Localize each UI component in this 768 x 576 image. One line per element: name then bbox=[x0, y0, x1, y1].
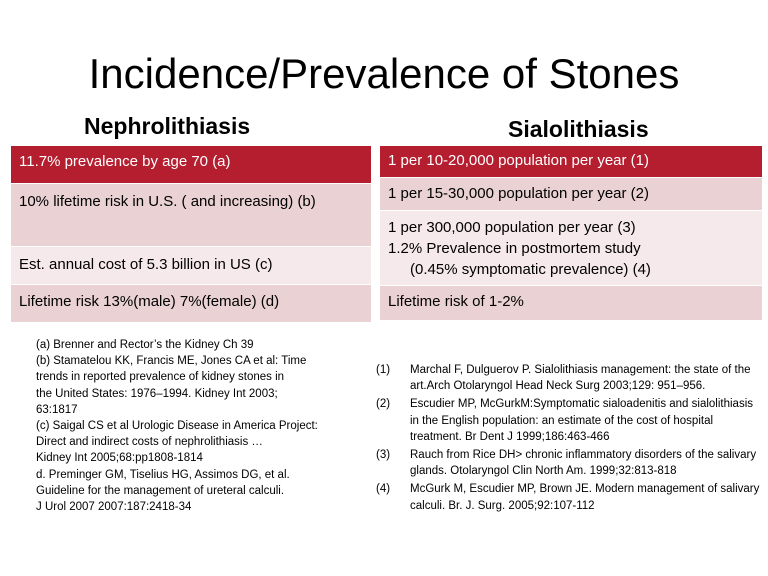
reference-line: trends in reported prevalence of kidney stones in bbox=[36, 371, 285, 384]
reference-line: Kidney Int 2005;68:pp1808-1814 bbox=[36, 452, 203, 465]
sialolithiasis-row-2-line-2: 1.2% Prevalence in postmortem study bbox=[388, 240, 641, 257]
sialolithiasis-row-2-line-3: (0.45% symptomatic prevalence) (4) bbox=[410, 261, 651, 278]
reference-line: (b) Stamatelou KK, Francis ME, Jones CA et al: Time bbox=[36, 355, 307, 368]
reference-item bbox=[376, 481, 761, 513]
sialolithiasis-table bbox=[380, 145, 762, 321]
table-row bbox=[11, 146, 371, 183]
nephrolithiasis-row-3: Lifetime risk 13%(male) 7%(female) (d) bbox=[19, 293, 280, 310]
table-row bbox=[380, 286, 762, 320]
reference-line: d. Preminger GM, Tiselius HG, Assimos DG, et al. bbox=[36, 468, 290, 481]
reference-number: (3) bbox=[376, 449, 391, 462]
reference-line: (a) Brenner and Rector’s the Kidney Ch 39 bbox=[36, 339, 254, 351]
sialolithiasis-heading: Sialolithiasis bbox=[508, 116, 649, 142]
table-row bbox=[380, 211, 762, 285]
reference-number: (4) bbox=[376, 483, 391, 496]
sialolithiasis-row-2 bbox=[380, 211, 762, 285]
reference-text: Rauch from Rice DH> chronic inflammatory disorders of the salivary glands. Otolaryngol Clin North Am. 1999;32:813-818 bbox=[410, 449, 757, 478]
table-row bbox=[11, 247, 371, 284]
table-row bbox=[11, 285, 371, 322]
slide-title: Incidence/Prevalence of Stones bbox=[88, 50, 680, 97]
reference-item bbox=[376, 396, 761, 445]
nephrolithiasis-heading: Nephrolithiasis bbox=[84, 113, 251, 139]
reference-text: Marchal F, Dulguerov P. Sialolithiasis management: the state of the art.Arch Otolaryngol Head Neck Surg 2003;129: 951–956. bbox=[410, 364, 751, 393]
reference-line: the United States: 1976–1994. Kidney Int 2003; bbox=[36, 387, 278, 400]
nephrolithiasis-table bbox=[11, 145, 371, 323]
reference-text: McGurk M, Escudier MP, Brown JE. Modern management of salivary calculi. Br. J. Surg. 2005;92:107-112 bbox=[410, 483, 760, 512]
nephrolithiasis-row-1: 10% lifetime risk in U.S. ( and increasing) (b) bbox=[19, 193, 316, 210]
reference-line: Direct and indirect costs of nephrolithiasis … bbox=[36, 436, 263, 449]
reference-line: Guideline for the management of ureteral calculi. bbox=[36, 484, 285, 497]
sialolithiasis-header-cell: 1 per 10-20,000 population per year (1) bbox=[388, 152, 650, 169]
nephrolithiasis-header-cell: 11.7% prevalence by age 70 (a) bbox=[19, 153, 231, 170]
table-row bbox=[11, 184, 371, 246]
table-row bbox=[380, 146, 762, 177]
nephrolithiasis-row-2: Est. annual cost of 5.3 billion in US (c) bbox=[19, 256, 273, 273]
reference-line: (c) Saigal CS et al Urologic Disease in America Project: bbox=[36, 420, 318, 433]
table-row bbox=[380, 178, 762, 210]
reference-item bbox=[376, 362, 761, 394]
reference-line: 63:1817 bbox=[36, 403, 78, 416]
reference-number: (1) bbox=[376, 364, 391, 376]
reference-line: J Urol 2007 2007:187:2418-34 bbox=[36, 501, 192, 514]
reference-item bbox=[376, 447, 761, 479]
sialolithiasis-row-2-line-1: 1 per 300,000 population per year (3) bbox=[388, 219, 636, 236]
sialolithiasis-row-3: Lifetime risk of 1-2% bbox=[388, 293, 524, 310]
nephrolithiasis-references bbox=[36, 337, 376, 515]
reference-number: (2) bbox=[376, 398, 391, 411]
sialolithiasis-row-1: 1 per 15-30,000 population per year (2) bbox=[388, 185, 650, 202]
sialolithiasis-references bbox=[376, 362, 761, 516]
reference-text: Escudier MP, McGurkM:Symptomatic sialoadenitis and sialolithiasis in the English population: an estimate of the cost of hospital treatment. Br Dent J 1999;186:463-466 bbox=[410, 398, 754, 443]
